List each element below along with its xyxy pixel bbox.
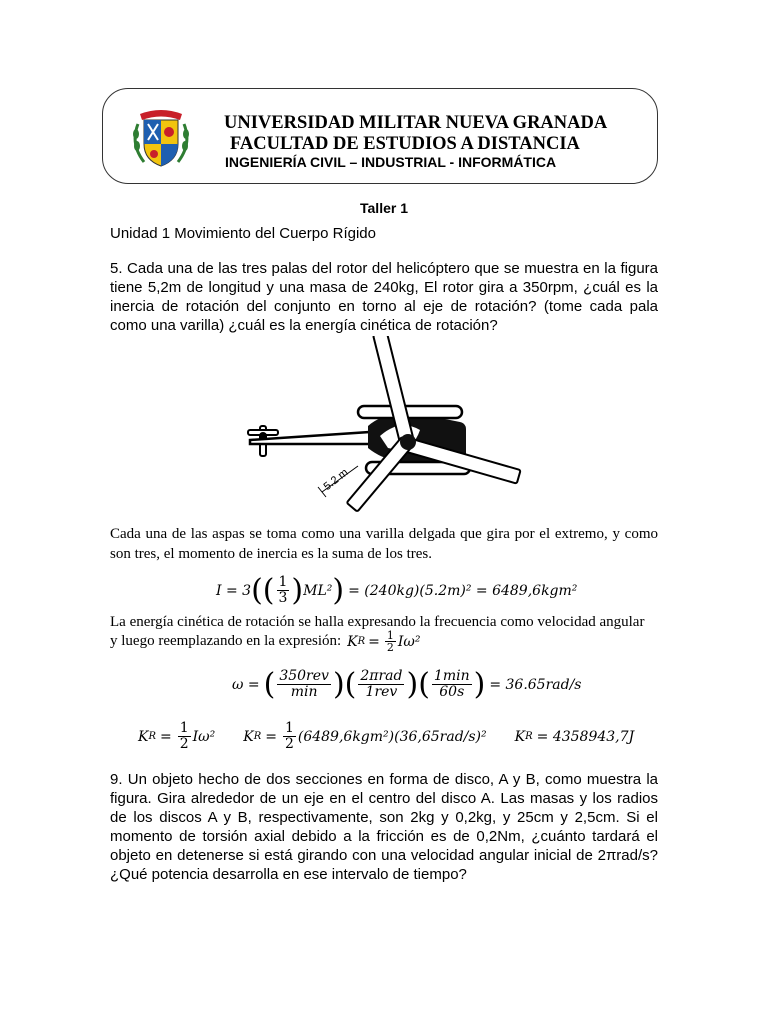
paren-close: ): [291, 572, 304, 608]
denominator: 3: [278, 590, 288, 606]
denominator: 1rev: [365, 684, 398, 700]
denominator: 2: [284, 736, 294, 752]
denominator: 2: [179, 736, 189, 752]
problem-9-line: ¿Qué potencia desarrolla en ese intervalo de tiempo?: [110, 866, 467, 883]
inertia-eq-result: = (240kg)(5.2m)² = 6489,6kgm²: [348, 582, 578, 599]
kinetic-energy-inline: [347, 630, 420, 653]
problem-9-line: objeto en detenerse si está girando con una velocidad angular inicial de 2πrad/s?: [110, 847, 658, 864]
blade-length-label: 5.2 m: [321, 466, 351, 493]
kinetic-energy-equations: [138, 721, 634, 752]
kr-subscript: R: [253, 731, 262, 742]
numerator: 1: [284, 720, 294, 736]
kr-subscript: R: [357, 636, 366, 647]
denominator: 2: [386, 641, 394, 654]
fraction-one-half: [178, 721, 191, 752]
solution-paragraph: Cada una de las aspas se toma como una varilla delgada que gira por el extremo, y como son tres, el momento de inercia es la suma de los tres.: [110, 526, 658, 562]
problem-9-line: figura. Gira alrededor de un eje en el centro del disco A. Las masas y los radios: [110, 790, 658, 807]
kr-substitution: (6489,6kgm²)(36,65rad/s)²: [297, 728, 487, 745]
problem-9-line: de los discos A y B, respectivamente, son 2kg y 0,2kg, y 25cm y 2,5cm. Si el: [110, 809, 658, 826]
fraction-one-half: [385, 630, 396, 653]
paren-close: ): [473, 666, 486, 702]
kr-subscript: R: [525, 731, 533, 742]
omega-result: = 36.65rad/s: [489, 676, 582, 693]
paren-open: (: [344, 666, 357, 702]
problem-5-line: 5. Cada una de las tres palas del rotor del helicóptero que se muestra en la figura: [110, 260, 658, 277]
problem-5-line: como una varilla) ¿cuál es la energía cinética de rotación?: [110, 317, 498, 334]
problem-5-line: tiene 5,2m de longitud y una masa de 240kg, El rotor gira a 350rpm, ¿cuál es la: [110, 279, 658, 296]
equals-sign: =: [160, 728, 172, 745]
inertia-equation: [216, 572, 578, 608]
university-logo: [128, 104, 194, 170]
numerator: 1: [179, 720, 189, 736]
paren-close: ): [332, 666, 345, 702]
paren-open: ((: [251, 572, 275, 608]
numerator: 350rev: [279, 668, 329, 684]
equals-sign: =: [368, 633, 380, 650]
kr-symbol: K: [138, 728, 149, 745]
university-name: UNIVERSIDAD MILITAR NUEVA GRANADA: [224, 113, 608, 133]
problem-9-line: momento de torsión axial debido a la fricción es de 0,2Nm, ¿cuánto tardará el: [110, 828, 658, 845]
inertia-eq-ml2: ML²: [303, 582, 333, 599]
omega-lhs: ω =: [232, 676, 260, 693]
problem-5-line: inercia de rotación del conjunto en torno al eje de rotación? (tome cada pala: [110, 298, 658, 315]
fraction-one-third: [277, 575, 290, 606]
paren-open: (: [418, 666, 430, 702]
numerator: 1min: [433, 668, 470, 684]
helicopter-figure: [240, 336, 540, 512]
paren-close: ): [406, 666, 419, 702]
kr-tail: Iω²: [397, 633, 421, 650]
denominator: min: [290, 684, 318, 700]
energy-text: y luego reemplazando en la expresión:: [110, 633, 342, 649]
kr-subscript: R: [148, 731, 156, 742]
kr-symbol: K: [514, 728, 526, 745]
fraction-min-s: [432, 669, 472, 700]
denominator: 60s: [439, 684, 465, 700]
numerator: 1: [278, 574, 288, 590]
energy-paragraph-line-1: La energía cinética de rotación se halla expresando la frecuencia como velocidad angular: [110, 614, 645, 630]
paren-open: (: [263, 666, 276, 702]
numerator: 1: [386, 629, 394, 642]
inertia-eq-lhs: I = 3: [216, 582, 252, 599]
equals-sign: =: [265, 728, 277, 745]
numerator: 2πrad: [360, 668, 403, 684]
unit-title: Unidad 1 Movimiento del Cuerpo Rígido: [110, 225, 376, 242]
kr-formula: Iω²: [192, 728, 216, 745]
omega-equation: [232, 666, 582, 702]
kr-symbol: K: [243, 728, 254, 745]
page-title: Taller 1: [360, 200, 408, 216]
fraction-rad-rev: [358, 669, 404, 700]
problem-9-line: 9. Un objeto hecho de dos secciones en forma de disco, A y B, como muestra la: [110, 771, 658, 788]
energy-paragraph-line-2: [110, 630, 420, 653]
fraction-rpm: [277, 669, 331, 700]
programs-line: INGENIERÍA CIVIL – INDUSTRIAL - INFORMÁTICA: [225, 154, 557, 170]
faculty-name: FACULTAD DE ESTUDIOS A DISTANCIA: [230, 134, 580, 154]
paren-close: ): [332, 572, 345, 608]
kr-symbol: K: [347, 633, 358, 650]
kr-result: = 4358943,7J: [536, 728, 635, 745]
fraction-one-half: [283, 721, 296, 752]
